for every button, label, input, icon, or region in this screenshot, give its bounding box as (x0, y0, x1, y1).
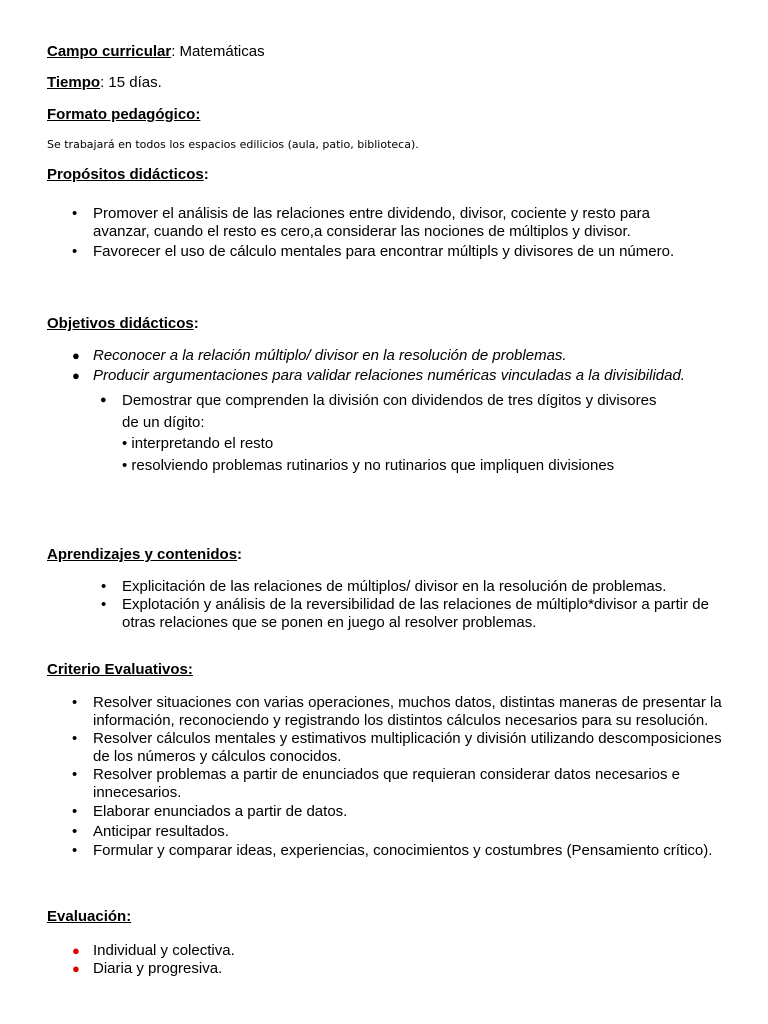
red-bullet-icon: ● (72, 961, 80, 976)
bullet-icon: • (72, 694, 78, 711)
campo-curricular-line (47, 43, 265, 61)
list-item: ● Diaria y progresiva. (72, 960, 223, 977)
tiempo-line (47, 74, 162, 92)
evaluacion-heading (47, 908, 131, 926)
aprendizajes-heading: Aprendizajes y contenidos: (47, 546, 243, 563)
evaluacion-list (47, 942, 447, 978)
formato-text: Se trabajará en todos los espacios edilicios (aula, patio, biblioteca). (47, 138, 419, 151)
list-item: • Formular y comparar ideas, experiencias, conocimientos y costumbres (Pensamiento crítico). (72, 842, 713, 859)
list-item: • Resolver problemas a partir de enunciados que requieran considerar datos necesarios e innecesarios. (72, 766, 681, 801)
evaluacion-title: Evaluación: (47, 908, 132, 925)
criterio-title: Criterio Evaluativos: (47, 661, 193, 678)
list-item: ● Individual y colectiva. (72, 942, 235, 959)
objetivos-heading: Objetivos didácticos: (47, 315, 199, 332)
list-item: • Promover el análisis de las relaciones entre dividendo, divisor, cociente y resto para avanzar, cuando el resto es cero,a considerar las nociones de múltiplos y divisor. (72, 205, 650, 240)
bullet-icon: • (72, 803, 78, 820)
objetivos-demostrar (100, 390, 656, 434)
propositos-list (47, 205, 707, 261)
bullet-icon: ● (100, 394, 107, 406)
bullet-icon: • (72, 842, 78, 859)
list-item: • Resolver situaciones con varias operaciones, muchos datos, distintas maneras de presentar la información, reconociendo y registrando los distintos cálculos necesarios para su resolución. (72, 694, 722, 729)
list-item: ● Reconocer a la relación múltiplo/ divisor en la resolución de problemas. (72, 347, 567, 364)
aprendizajes-title: Aprendizajes y contenidos (47, 546, 238, 563)
criterio-heading (47, 661, 193, 679)
bullet-icon: • (101, 596, 107, 613)
campo-curricular-value: : Matemáticas (171, 43, 265, 60)
list-item: • Favorecer el uso de cálculo mentales para encontrar múltipls y divisores de un número. (72, 243, 675, 260)
list-item: ● Demostrar que comprenden la división con dividendos de tres dígitos y divisores (100, 392, 657, 409)
list-item: • Resolver cálculos mentales y estimativos multiplicación y división utilizando descomposiciones de los números y cálculos conocidos. (72, 730, 722, 765)
bullet-icon: • (72, 730, 78, 747)
criterio-list (47, 694, 727, 860)
list-item: ● Producir argumentaciones para validar relaciones numéricas vinculadas a la divisibilidad. (72, 367, 685, 384)
bullet-icon: • (72, 823, 78, 840)
campo-curricular-label: Campo curricular (47, 43, 172, 60)
list-item: • Explicitación de las relaciones de múltiplos/ divisor en la resolución de problemas. (101, 578, 667, 595)
bullet-icon: • (72, 205, 78, 222)
list-item: • Explotación y análisis de la reversibilidad de las relaciones de múltiplo*divisor a partir de otras relaciones que se ponen en juego al resolver problemas. (101, 596, 709, 631)
bullet-icon: ● (72, 368, 80, 383)
formato-line (47, 106, 200, 124)
propositos-heading: Propósitos didácticos: (47, 166, 209, 183)
propositos-title: Propósitos didácticos (47, 166, 204, 183)
bullet-icon: • (101, 578, 107, 595)
demo-sub-item: • interpretando el resto (122, 435, 274, 452)
objetivos-list (47, 347, 737, 385)
list-item: • Elaborar enunciados a partir de datos. (72, 803, 348, 820)
list-item-continuation: de un dígito: (122, 414, 205, 431)
aprendizajes-list (76, 578, 716, 632)
tiempo-value: : 15 días. (100, 74, 162, 91)
demo-sub-item: • resolviendo problemas rutinarios y no rutinarios que impliquen divisiones (122, 457, 615, 474)
list-item: • Anticipar resultados. (72, 823, 229, 840)
tiempo-label: Tiempo (47, 74, 101, 91)
bullet-icon: ● (72, 348, 80, 363)
formato-label: Formato pedagógico: (47, 106, 201, 123)
bullet-icon: • (72, 243, 78, 260)
red-bullet-icon: ● (72, 943, 80, 958)
objetivos-title: Objetivos didácticos (47, 315, 194, 332)
bullet-icon: • (72, 766, 78, 783)
